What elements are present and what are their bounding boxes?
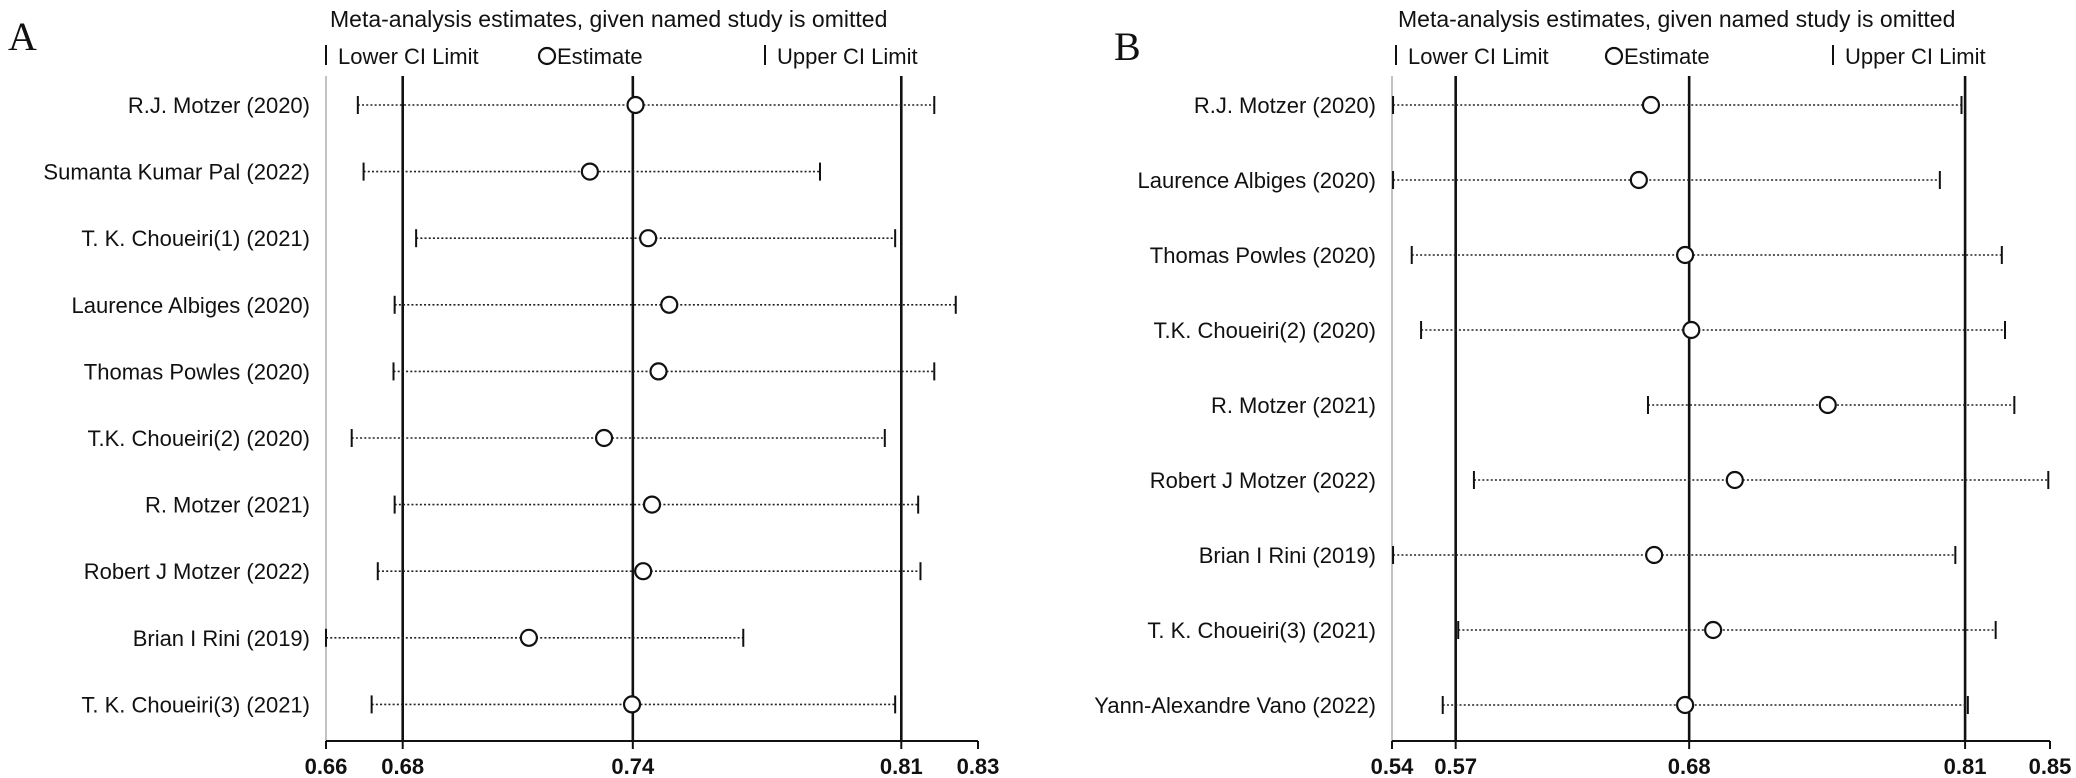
panel-a-estimate-point xyxy=(635,563,651,579)
panel-a-study-label: T. K. Choueiri(3) (2021) xyxy=(81,692,310,718)
panel-a-study-label: Robert J Motzer (2022) xyxy=(83,559,310,585)
panel-b-estimate-point xyxy=(1683,322,1699,338)
panel-b-study-row xyxy=(1138,168,1940,193)
panel-a-letter: A xyxy=(8,14,37,59)
panel-a xyxy=(8,6,999,778)
panel-b-estimate-point xyxy=(1677,247,1693,263)
panel-a-x-tick-label: 0.68 xyxy=(381,754,425,778)
panel-a-x-tick-label: 0.81 xyxy=(879,754,923,778)
panel-b-title: Meta-analysis estimates, given named study is omitted xyxy=(1398,6,1956,32)
panel-a-study-label: R. Motzer (2021) xyxy=(144,492,310,518)
panel-a-study-row xyxy=(81,692,895,717)
panel-b-study-label: Thomas Powles (2020) xyxy=(1149,243,1376,268)
panel-a-plot xyxy=(43,76,999,778)
panel-a-study-row xyxy=(84,559,921,584)
panel-a-study-row xyxy=(87,426,884,451)
panel-b-legend-estimate-marker xyxy=(1606,48,1622,64)
panel-a-title: Meta-analysis estimates, given named study is omitted xyxy=(330,6,888,32)
panel-b-study-label: Robert J Motzer (2022) xyxy=(1149,468,1376,493)
panel-a-estimate-point xyxy=(651,363,667,379)
panel-a-estimate-point xyxy=(582,164,598,180)
panel-b-legend-estimate: Estimate xyxy=(1624,44,1710,69)
panel-a-study-label: R.J. Motzer (2020) xyxy=(127,93,310,118)
panel-b-x-tick-label: 0.68 xyxy=(1667,754,1711,778)
panel-a-study-row xyxy=(145,493,918,518)
panel-b-x-tick-label: 0.85 xyxy=(2028,754,2072,778)
panel-a-legend-upper: Upper CI Limit xyxy=(777,44,918,69)
panel-b-study-label: Yann-Alexandre Vano (2022) xyxy=(1094,693,1376,718)
panel-b-study-row xyxy=(1150,468,2049,493)
panel-a-study-label: Brian I Rini (2019) xyxy=(132,625,310,651)
panel-b-study-label: Brian I Rini (2019) xyxy=(1198,543,1376,568)
panel-b-study-row xyxy=(1147,618,1995,643)
panel-b xyxy=(1094,6,2071,778)
panel-a-x-tick-label: 0.66 xyxy=(304,754,348,778)
panel-a-x-tick-label: 0.74 xyxy=(611,754,655,778)
panel-b-letter: B xyxy=(1114,24,1141,69)
panel-b-legend xyxy=(1396,44,1986,69)
panel-b-estimate-point xyxy=(1646,547,1662,563)
panel-b-estimate-point xyxy=(1643,97,1659,113)
panel-a-estimate-point xyxy=(628,97,644,113)
panel-b-study-label: T. K. Choueiri(3) (2021) xyxy=(1147,618,1376,643)
panel-a-study-row xyxy=(81,226,895,251)
panel-a-study-label: T. K. Choueiri(1) (2021) xyxy=(81,226,310,252)
panel-a-estimate-point xyxy=(661,297,677,313)
panel-a-study-label: Laurence Albiges (2020) xyxy=(71,292,310,318)
panel-a-study-row xyxy=(72,293,956,318)
panel-b-study-row xyxy=(1194,93,1962,118)
panel-b-study-row xyxy=(1094,693,1968,718)
panel-b-x-tick-label: 0.54 xyxy=(1370,754,1414,778)
panel-a-estimate-point xyxy=(644,497,660,513)
panel-b-study-row xyxy=(1211,393,2014,418)
panel-b-legend-lower: Lower CI Limit xyxy=(1408,44,1549,69)
panel-a-legend-estimate: Estimate xyxy=(557,44,643,69)
panel-a-legend-lower: Lower CI Limit xyxy=(338,44,479,69)
panel-b-study-label: R.J. Motzer (2020) xyxy=(1193,93,1376,118)
panel-b-x-tick-label: 0.57 xyxy=(1434,754,1478,778)
panel-b-legend-upper: Upper CI Limit xyxy=(1845,44,1986,69)
panel-b-study-row xyxy=(1153,318,2005,343)
panel-b-estimate-point xyxy=(1677,697,1693,713)
panel-b-estimate-point xyxy=(1631,172,1647,188)
panel-b-study-label: R. Motzer (2021) xyxy=(1210,393,1376,418)
panel-a-study-label: T.K. Choueiri(2) (2020) xyxy=(87,426,310,451)
panel-a-study-row xyxy=(84,359,934,384)
panel-a-estimate-point xyxy=(596,430,612,446)
panel-b-estimate-point xyxy=(1705,622,1721,638)
panel-a-study-label: Thomas Powles (2020) xyxy=(83,359,310,385)
panel-a-legend xyxy=(326,44,918,69)
panel-a-estimate-point xyxy=(640,230,656,246)
panel-b-study-row xyxy=(1150,243,2002,268)
panel-b-plot xyxy=(1094,76,2071,778)
panel-a-legend-estimate-marker xyxy=(539,48,555,64)
panel-a-study-row xyxy=(133,626,744,651)
panel-a-study-row xyxy=(43,160,820,185)
panel-a-x-tick-label: 0.83 xyxy=(956,754,1000,778)
panel-b-estimate-point xyxy=(1820,397,1836,413)
panel-b-estimate-point xyxy=(1727,472,1743,488)
panel-b-study-row xyxy=(1199,543,1956,568)
panel-a-study-row xyxy=(128,93,934,118)
panel-a-estimate-point xyxy=(624,696,640,712)
panel-b-study-label: Laurence Albiges (2020) xyxy=(1137,168,1376,193)
panel-b-study-label: T.K. Choueiri(2) (2020) xyxy=(1153,318,1376,343)
panel-a-study-label: Sumanta Kumar Pal (2022) xyxy=(43,159,310,185)
panel-a-estimate-point xyxy=(521,630,537,646)
panel-b-x-tick-label: 0.81 xyxy=(1943,754,1987,778)
